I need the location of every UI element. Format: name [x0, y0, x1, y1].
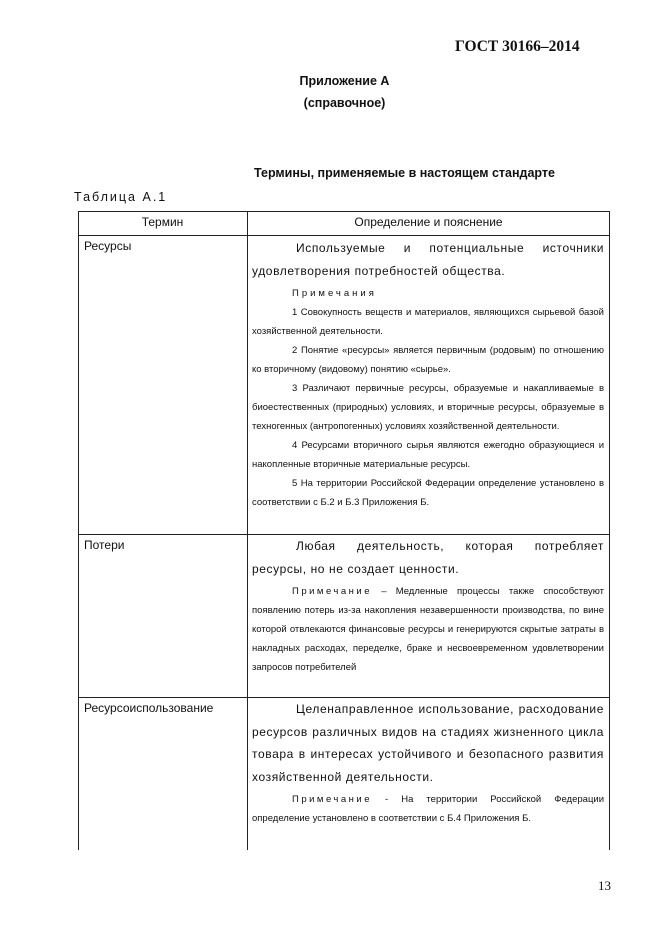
note-item: 4 Ресурсами вторичного сырья являются ежегодно образующиеся и накопленные вторичные материальные ресурсы.	[252, 440, 604, 470]
column-header-term: Термин	[141, 215, 184, 229]
definition-cell	[252, 237, 604, 512]
note-item: 3 Различают первичные ресурсы, образуемые и накапливаемые в биоестественных (природных) условиях, и вторичные ресурсы, образуемые в техногенных (антропогенных) условиях хозяйственной деятельности.	[252, 383, 604, 432]
appendix-title: Приложение А	[299, 74, 390, 88]
note-label: Примечание	[292, 794, 372, 805]
definition-text: Используемые и потенциальные источники удовлетворения потребностей общества.	[252, 241, 604, 278]
note-text: – Медленные процессы также способствуют появлению потерь из-за накопления незавершенности производства, по вине которой отвлекаются финансовые ресурсы и генерируются скрытые затраты в накладных расходах, переделке, браке и несвоевременном удовлетворении запросов потребителей	[252, 586, 604, 673]
notes-heading: Примечания	[292, 288, 377, 299]
terms-table	[78, 211, 610, 850]
note-text: - На территории Российской Федерации определение установлено в соответствии с Б.4 Приложения Б.	[252, 794, 604, 824]
note-item: 2 Понятие «ресурсы» является первичным (родовым) по отношению ко вторичному (видовому) понятию «сырье».	[252, 345, 604, 375]
note-item: 1 Совокупность веществ и материалов, являющихся сырьевой базой хозяйственной деятельности.	[252, 307, 604, 337]
note-paragraph	[252, 582, 604, 677]
term-cell: Ресурсоиспользование	[84, 701, 214, 715]
page-number: 13	[598, 878, 611, 893]
definition-text: Любая деятельность, которая потребляет ресурсы, но не создает ценности.	[252, 539, 604, 576]
section-title: Термины, применяемые в настоящем стандарте	[254, 166, 555, 180]
note-paragraph	[252, 790, 604, 828]
definition-cell	[252, 535, 604, 677]
note-label: Примечание	[292, 586, 372, 597]
term-cell: Потери	[84, 538, 125, 552]
definition-cell	[252, 698, 604, 828]
column-divider	[247, 211, 248, 850]
note-item: 5 На территории Российской Федерации определение установлено в соответствии с Б.2 и Б.3 Приложения Б.	[252, 478, 604, 508]
document-code: ГОСТ 30166–2014	[455, 38, 580, 55]
column-header-definition: Определение и пояснение	[354, 215, 503, 229]
table-border-left	[78, 211, 79, 850]
definition-text: Целенаправленное использование, расходование ресурсов различных видов на стадиях жизненного цикла товара в интересах устойчивого и безопасного развития хозяйственной деятельности.	[252, 702, 604, 784]
appendix-subtitle: (справочное)	[303, 96, 386, 110]
table-border-right	[609, 211, 610, 850]
table-label: Таблица А.1	[74, 190, 168, 204]
term-cell: Ресурсы	[84, 239, 132, 253]
